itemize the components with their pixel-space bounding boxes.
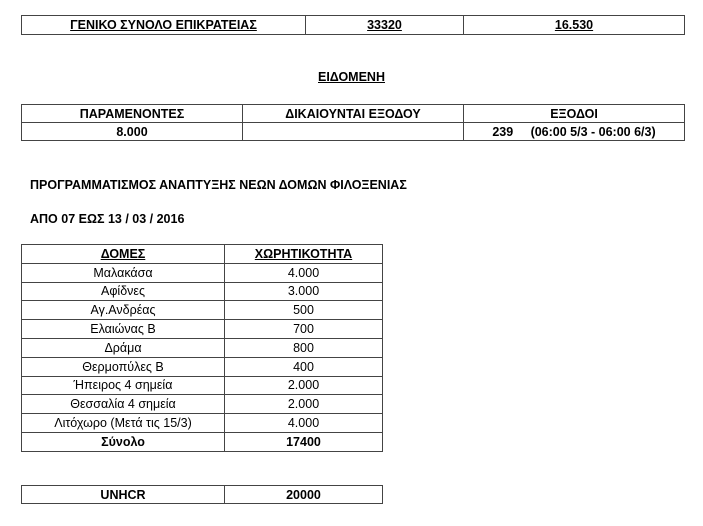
national-total-value-2: 16.530	[464, 16, 685, 35]
facility-name: Λιτόχωρο (Μετά τις 15/3)	[22, 414, 225, 433]
column-header: ΔΙΚΑΙΟΥΝΤΑΙ ΕΞΟΔΟΥ	[243, 105, 464, 123]
facility-name: Ελαιώνας Β	[22, 320, 225, 339]
facility-capacity: 400	[225, 357, 383, 376]
table-row	[22, 301, 383, 320]
table-row	[22, 320, 383, 339]
facilities-table	[21, 244, 383, 452]
table-header-row	[22, 105, 685, 123]
table-row	[22, 414, 383, 433]
table-row	[22, 486, 383, 504]
facility-capacity: 700	[225, 320, 383, 339]
facility-name: Ήπειρος 4 σημεία	[22, 376, 225, 395]
plan-dates: ΑΠΟ 07 ΕΩΣ 13 / 03 / 2016	[30, 212, 185, 226]
column-header: ΠΑΡΑΜΕΝΟΝΤΕΣ	[22, 105, 243, 123]
total-label: Σύνολο	[22, 432, 225, 451]
facility-name: Αγ.Ανδρέας	[22, 301, 225, 320]
facility-name: Δράμα	[22, 338, 225, 357]
plan-title: ΠΡΟΓΡΑΜΜΑΤΙΣΜΟΣ ΑΝΑΠΤΥΞΗΣ ΝΕΩΝ ΔΟΜΩΝ ΦΙΛΟΞΕΝΙΑΣ	[30, 178, 407, 192]
table-row	[22, 282, 383, 301]
facility-capacity: 3.000	[225, 282, 383, 301]
unhcr-table	[21, 485, 383, 504]
facility-name: Αφίδνες	[22, 282, 225, 301]
column-header: ΧΩΡΗΤΙΚΟΤΗΤΑ	[225, 245, 383, 264]
table-row	[22, 338, 383, 357]
national-total-label: ΓΕΝΙΚΟ ΣΥΝΟΛΟ ΕΠΙΚΡΑΤΕΙΑΣ	[22, 16, 306, 35]
table-row	[22, 16, 685, 35]
idomeni-title: ΕΙΔΟΜΕΝΗ	[318, 70, 385, 84]
unhcr-label: UNHCR	[22, 486, 225, 504]
table-row	[22, 376, 383, 395]
total-value: 17400	[225, 432, 383, 451]
national-total-value-1: 33320	[306, 16, 464, 35]
unhcr-value: 20000	[225, 486, 383, 504]
table-row	[22, 395, 383, 414]
column-header: ΔΟΜΕΣ	[22, 245, 225, 264]
facility-capacity: 500	[225, 301, 383, 320]
facility-capacity: 4.000	[225, 414, 383, 433]
remaining-cell: 8.000	[22, 123, 243, 141]
facility-name: Θερμοπύλες Β	[22, 357, 225, 376]
facility-name: Μαλακάσα	[22, 263, 225, 282]
exits-cell: 239 (06:00 5/3 - 06:00 6/3)	[464, 123, 685, 141]
facility-capacity: 2.000	[225, 376, 383, 395]
facility-capacity: 4.000	[225, 263, 383, 282]
facility-capacity: 800	[225, 338, 383, 357]
table-row	[22, 263, 383, 282]
facility-capacity: 2.000	[225, 395, 383, 414]
table-row	[22, 357, 383, 376]
table-row	[22, 123, 685, 141]
national-total-table	[21, 15, 685, 35]
entitled-exit-cell	[243, 123, 464, 141]
idomeni-table	[21, 104, 685, 141]
column-header: ΕΞΟΔΟΙ	[464, 105, 685, 123]
facility-name: Θεσσαλία 4 σημεία	[22, 395, 225, 414]
table-header-row	[22, 245, 383, 264]
total-row	[22, 432, 383, 451]
